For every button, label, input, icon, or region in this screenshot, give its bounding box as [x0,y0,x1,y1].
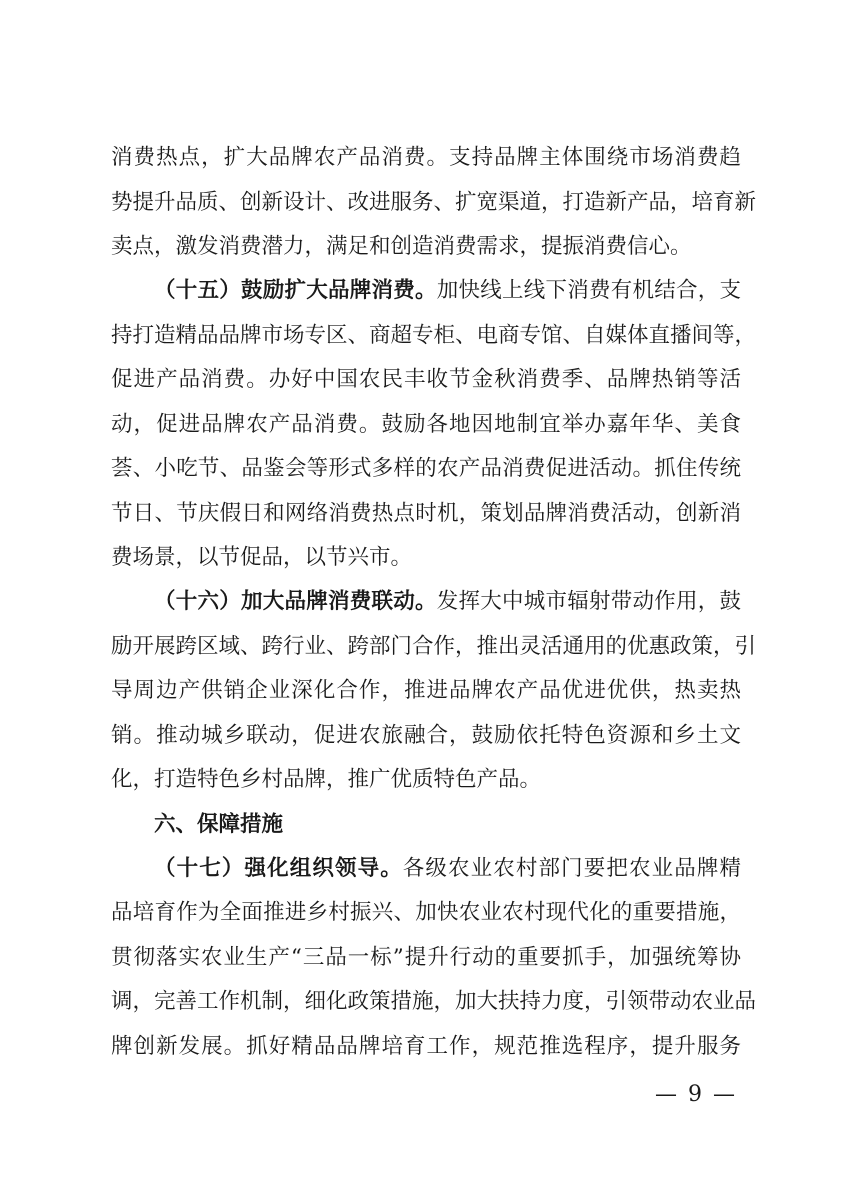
section-16-first-line: （十六）加大品牌消费联动。发挥大中城市辐射带动作用，鼓 [154,589,741,614]
paragraph-line: 调，完善工作机制，细化政策措施，加大扶持力度，引领带动农业品 [111,989,757,1014]
section-6-heading: 六、保障措施 [154,812,284,837]
section-15-heading: （十五）鼓励扩大品牌消费。 [154,278,437,303]
paragraph-line: 励开展跨区域、跨行业、跨部门合作，推出灵活通用的优惠政策，引 [111,634,757,659]
paragraph-line: 导周边产供销企业深化合作，推进品牌农产品优进优供，热卖热 [111,678,741,703]
paragraph-line: 牌创新发展。抓好精品品牌培育工作，规范推选程序，提升服务 [111,1034,741,1059]
paragraph-line: 贯彻落实农业生产“三品一标”提升行动的重要抓手，加强统筹协 [111,945,741,970]
paragraph-line: 化，打造特色乡村品牌，推广优质特色产品。 [111,767,542,792]
paragraph-line: 节日、节庆假日和网络消费热点时机，策划品牌消费活动，创新消 [111,501,741,526]
paragraph-line: 荟、小吃节、品鉴会等形式多样的农产品消费促进活动。抓住传统 [111,456,741,481]
paragraph-line: 卖点，激发消费潜力，满足和创造消费需求，提振消费信心。 [111,234,692,259]
paragraph-line: 促进产品消费。办好中国农民丰收节金秋消费季、品牌热销等活 [111,367,741,392]
paragraph-line: 持打造精品品牌市场专区、商超专柜、电商专馆、自媒体直播间等， [111,323,757,348]
paragraph-line: 势提升品质、创新设计、改进服务、扩宽渠道，打造新产品，培育新 [111,190,757,215]
paragraph-line: 费场景，以节促品，以节兴市。 [111,545,413,570]
section-15-first-line: （十五）鼓励扩大品牌消费。加快线上线下消费有机结合，支 [154,278,741,303]
section-17-first-line: （十七）强化组织领导。各级农业农村部门要把农业品牌精 [154,856,741,881]
paragraph-line: 动，促进品牌农产品消费。鼓励各地因地制宜举办嘉年华、美食 [111,412,741,437]
section-16-heading: （十六）加大品牌消费联动。 [154,589,437,614]
paragraph-line: 品培育作为全面推进乡村振兴、加快农业农村现代化的重要措施， [111,900,741,925]
paragraph-line: 消费热点，扩大品牌农产品消费。支持品牌主体围绕市场消费趋 [111,145,741,170]
paragraph-line: 销。推动城乡联动，促进农旅融合，鼓励依托特色资源和乡土文 [111,723,741,748]
section-6-heading-line [154,810,741,840]
section-17-heading: （十七）强化组织领导。 [154,856,403,881]
page-number: — 9 — [655,1082,737,1107]
